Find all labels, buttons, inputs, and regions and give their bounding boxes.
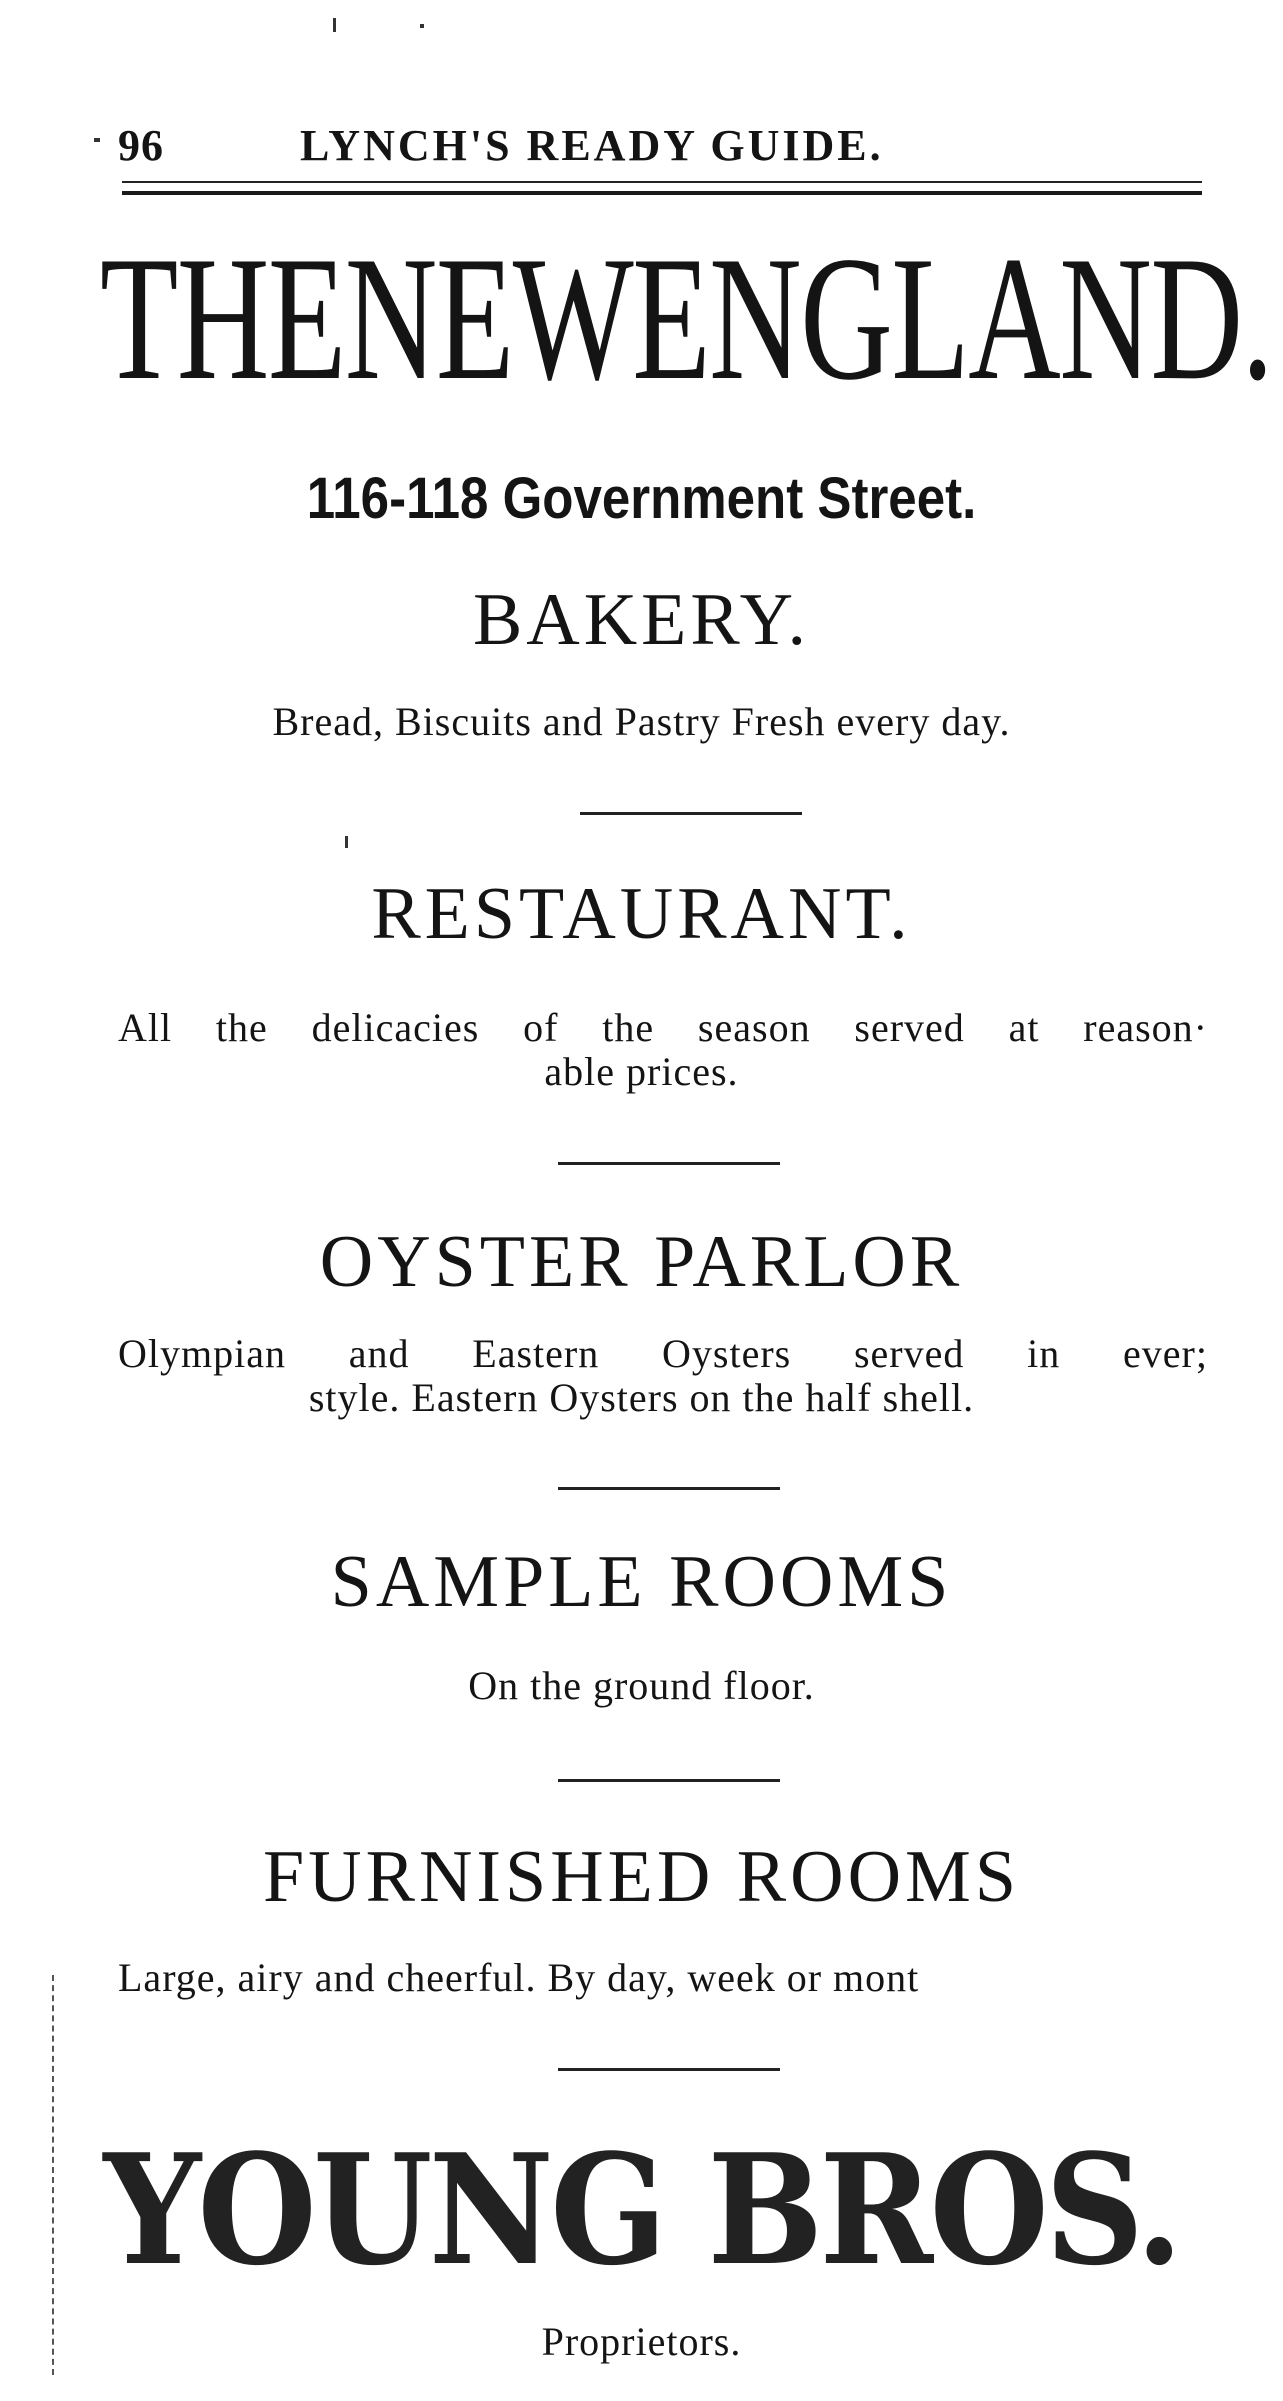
section-heading-bakery: BAKERY. — [472, 579, 811, 661]
scan-speck — [420, 24, 424, 28]
section-text-oyster-line2: style. Eastern Oysters on the half shell. — [308, 1375, 975, 1420]
proprietor-name: YOUNG BROS. — [103, 2120, 1180, 2299]
section-text-restaurant-line1: All the delicacies of the season served at reason· — [118, 1005, 1208, 1050]
masthead-word: NEW — [344, 219, 633, 417]
section-text-furnished-rooms: Large, airy and cheerful. By day, week or mont — [118, 1955, 920, 2000]
section-heading-oyster-parlor: OYSTER PARLOR — [319, 1221, 964, 1303]
section-divider — [558, 2068, 780, 2071]
scan-speck — [345, 836, 348, 848]
section-divider — [558, 1162, 780, 1165]
section-text-bakery: Bread, Biscuits and Pastry Fresh every day. — [272, 699, 1011, 744]
section-heading-restaurant: RESTAURANT. — [371, 873, 912, 955]
margin-marks — [52, 1975, 58, 2375]
section-text-sample-rooms: On the ground floor. — [468, 1663, 815, 1708]
header-rule-thick — [122, 191, 1202, 195]
running-title: LYNCH'S READY GUIDE. — [300, 121, 884, 170]
section-text-restaurant-line2: able prices. — [544, 1049, 739, 1094]
section-divider — [580, 812, 802, 815]
proprietors-label: Proprietors. — [541, 2319, 742, 2364]
scan-speck — [333, 18, 336, 32]
section-divider — [558, 1779, 780, 1782]
scan-speck — [94, 138, 100, 142]
header-rule-thin — [122, 181, 1202, 183]
section-heading-sample-rooms: SAMPLE ROOMS — [330, 1541, 953, 1623]
section-divider — [558, 1487, 780, 1490]
section-heading-furnished-rooms: FURNISHED ROOMS — [263, 1836, 1020, 1918]
section-text-oyster-line1: Olympian and Eastern Oysters served in ever; — [118, 1331, 1208, 1376]
page-number: 96 — [118, 121, 164, 170]
masthead-word: ENGLAND. — [632, 219, 1273, 417]
masthead-title — [100, 218, 1273, 418]
masthead-word: THE — [100, 219, 345, 417]
street-address: 116-118 Government Street. — [306, 466, 977, 531]
